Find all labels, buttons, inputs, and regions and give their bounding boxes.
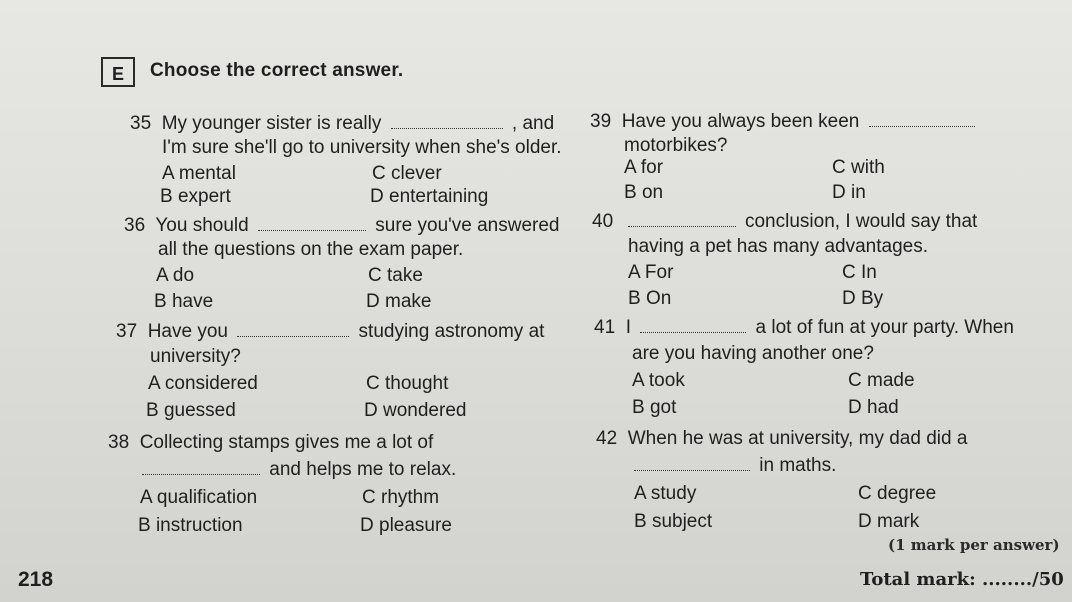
option-b: B guessed [146,400,236,421]
option-d: D had [848,397,899,418]
answer-blank [237,322,349,337]
option-d: D entertaining [370,186,489,207]
question-35-line1 [130,112,554,136]
answer-blank [258,216,366,231]
option-c: C degree [858,483,937,504]
section-letter-box: E [101,57,135,87]
question-text: sure you've answered [375,215,560,236]
question-42-line2 [634,454,836,478]
question-text: , and [511,113,555,134]
option-d: D wondered [364,400,467,421]
question-number: 41 [594,317,616,338]
option-a: A mental [162,163,236,184]
section-instruction: Choose the correct answer. [150,60,404,81]
question-39-line1 [590,110,979,134]
question-text: I [625,317,631,338]
question-number: 35 [130,113,152,134]
option-a: A for [624,157,664,178]
question-37-line1 [116,320,544,344]
answer-blank [391,114,503,129]
question-text: and helps me to relax. [269,459,457,480]
question-number: 38 [108,432,130,453]
option-c: C clever [372,163,442,184]
question-text: When he was at university, my dad did a [627,428,968,449]
answer-blank [640,318,746,333]
question-41-line1 [594,316,1014,340]
question-40-line1 [592,210,977,234]
option-a: A considered [148,373,258,394]
question-text: Have you [147,321,228,342]
marks-note: (1 mark per answer) [888,536,1060,554]
question-37-line2: university? [150,346,241,367]
question-text: conclusion, I would say that [744,211,978,232]
option-c: C made [848,370,915,391]
question-number: 40 [592,211,614,232]
question-38-line1 [108,431,433,455]
question-41-line2: are you having another one? [632,343,874,364]
option-d: D By [842,288,884,309]
page-number: 218 [18,568,54,591]
option-b: B got [632,397,677,418]
option-d: D mark [858,511,920,532]
question-39-line2: motorbikes? [624,135,728,156]
total-mark: Total mark: ......../50 [860,569,1064,590]
option-a: A took [632,370,685,391]
option-c: C take [368,265,423,286]
option-d: D in [832,182,866,203]
answer-blank [869,112,975,127]
question-text: Collecting stamps gives me a lot of [139,432,434,453]
question-35-line2: I'm sure she'll go to university when she's older. [162,137,562,158]
question-text: You should [155,215,249,236]
question-40-line2: having a pet has many advantages. [628,236,928,257]
question-number: 39 [590,111,612,132]
option-b: B On [628,288,672,309]
option-b: B subject [634,511,713,532]
question-42-line1 [596,427,967,451]
question-number: 42 [596,428,618,449]
question-number: 36 [124,215,146,236]
question-number: 37 [116,321,138,342]
answer-blank [142,460,260,475]
answer-blank [628,212,736,227]
option-a: A study [634,483,697,504]
option-a: A qualification [140,487,258,508]
question-text: in maths. [759,455,837,476]
question-38-line2 [142,458,456,482]
option-c: C rhythm [362,487,440,508]
option-c: C with [832,157,885,178]
question-text: Have you always been keen [621,111,860,132]
question-text: studying astronomy at [358,321,545,342]
option-a: A do [156,265,195,286]
option-a: A For [628,262,674,283]
question-text: My younger sister is really [161,113,382,134]
option-d: D pleasure [360,515,452,536]
question-text: a lot of fun at your party. When [755,317,1014,338]
option-b: B expert [160,186,231,207]
option-d: D make [366,291,432,312]
option-b: B on [624,182,664,203]
question-36-line2: all the questions on the exam paper. [158,239,464,260]
option-c: C In [842,262,877,283]
answer-blank [634,456,750,471]
option-c: C thought [366,373,449,394]
question-36-line1 [124,214,560,238]
option-b: B have [154,291,214,312]
option-b: B instruction [138,515,243,536]
